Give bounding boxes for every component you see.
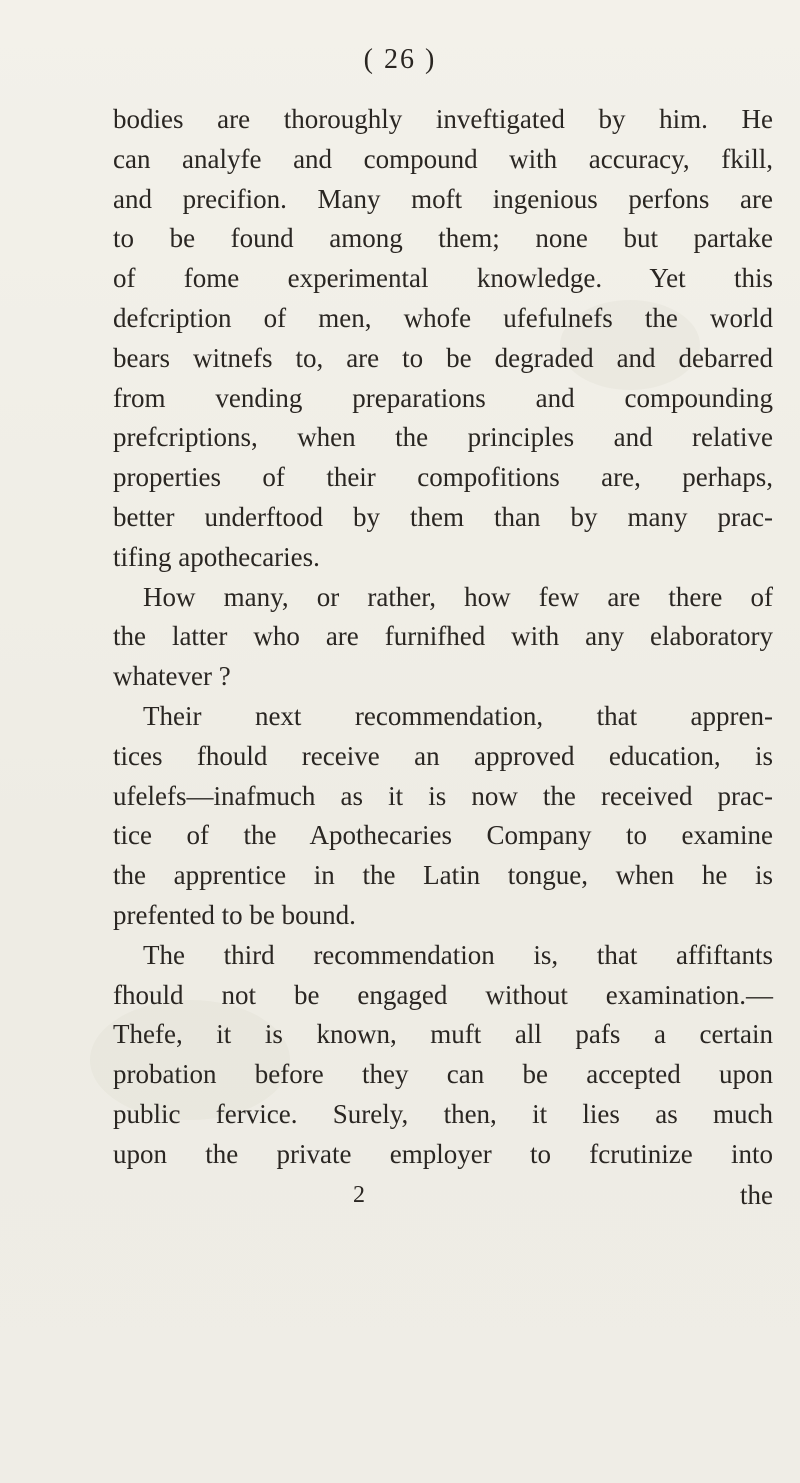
text-line: prefcriptions, when the principles and relative [113, 422, 773, 453]
text-line: of fome experimental knowledge. Yet this [113, 263, 773, 294]
text-line: the apprentice in the Latin tongue, when he is [113, 860, 773, 891]
text-line: bodies are thoroughly inveftigated by him. He [113, 104, 773, 134]
text-line: Thefe, it is known, muft all pafs a certain [113, 1019, 773, 1050]
text-line: probation before they can be accepted upon [113, 1059, 773, 1090]
catchword: the [740, 1180, 773, 1210]
text-line: whatever ? [113, 661, 231, 692]
text-line: Their next recommendation, that appren- [143, 700, 773, 731]
text-line: tices fhould receive an approved education, is [113, 740, 773, 771]
text-line: The third recommendation is, that affiftants [143, 939, 773, 970]
text-line: to be found among them; none but partake [113, 223, 773, 254]
text-line: public fervice. Surely, then, it lies as much [113, 1098, 773, 1129]
text-line: can analyfe and compound with accuracy, fkill, [113, 143, 773, 174]
text-line: How many, or rather, how few are there of [143, 581, 773, 612]
signature-mark: 2 [353, 1182, 365, 1208]
text-line: fhould not be engaged without examination.— [113, 979, 773, 1010]
text-line: tice of the Apothecaries Company to examine [113, 820, 773, 851]
text-line: bears witnefs to, are to be degraded and debarred [113, 342, 773, 373]
text-line: and precifion. Many moft ingenious perfons are [113, 183, 773, 214]
text-line: prefented to be bound. [113, 899, 356, 930]
body-text [113, 100, 773, 1175]
text-line: upon the private employer to fcrutinize into [113, 1138, 773, 1169]
text-line: from vending preparations and compounding [113, 382, 773, 413]
text-line: properties of their compofitions are, perhaps, [113, 462, 773, 493]
text-line: the latter who are furnifhed with any elaboratory [113, 621, 773, 652]
text-line: better underftood by them than by many prac- [113, 501, 773, 532]
page-number: ( 26 ) [363, 44, 437, 75]
page-footer [113, 1175, 773, 1215]
text-line: tifing apothecaries. [113, 541, 320, 572]
text-line: defcription of men, whofe ufefulnefs the world [113, 302, 773, 333]
text-line: ufelefs—inafmuch as it is now the received prac- [113, 780, 773, 811]
